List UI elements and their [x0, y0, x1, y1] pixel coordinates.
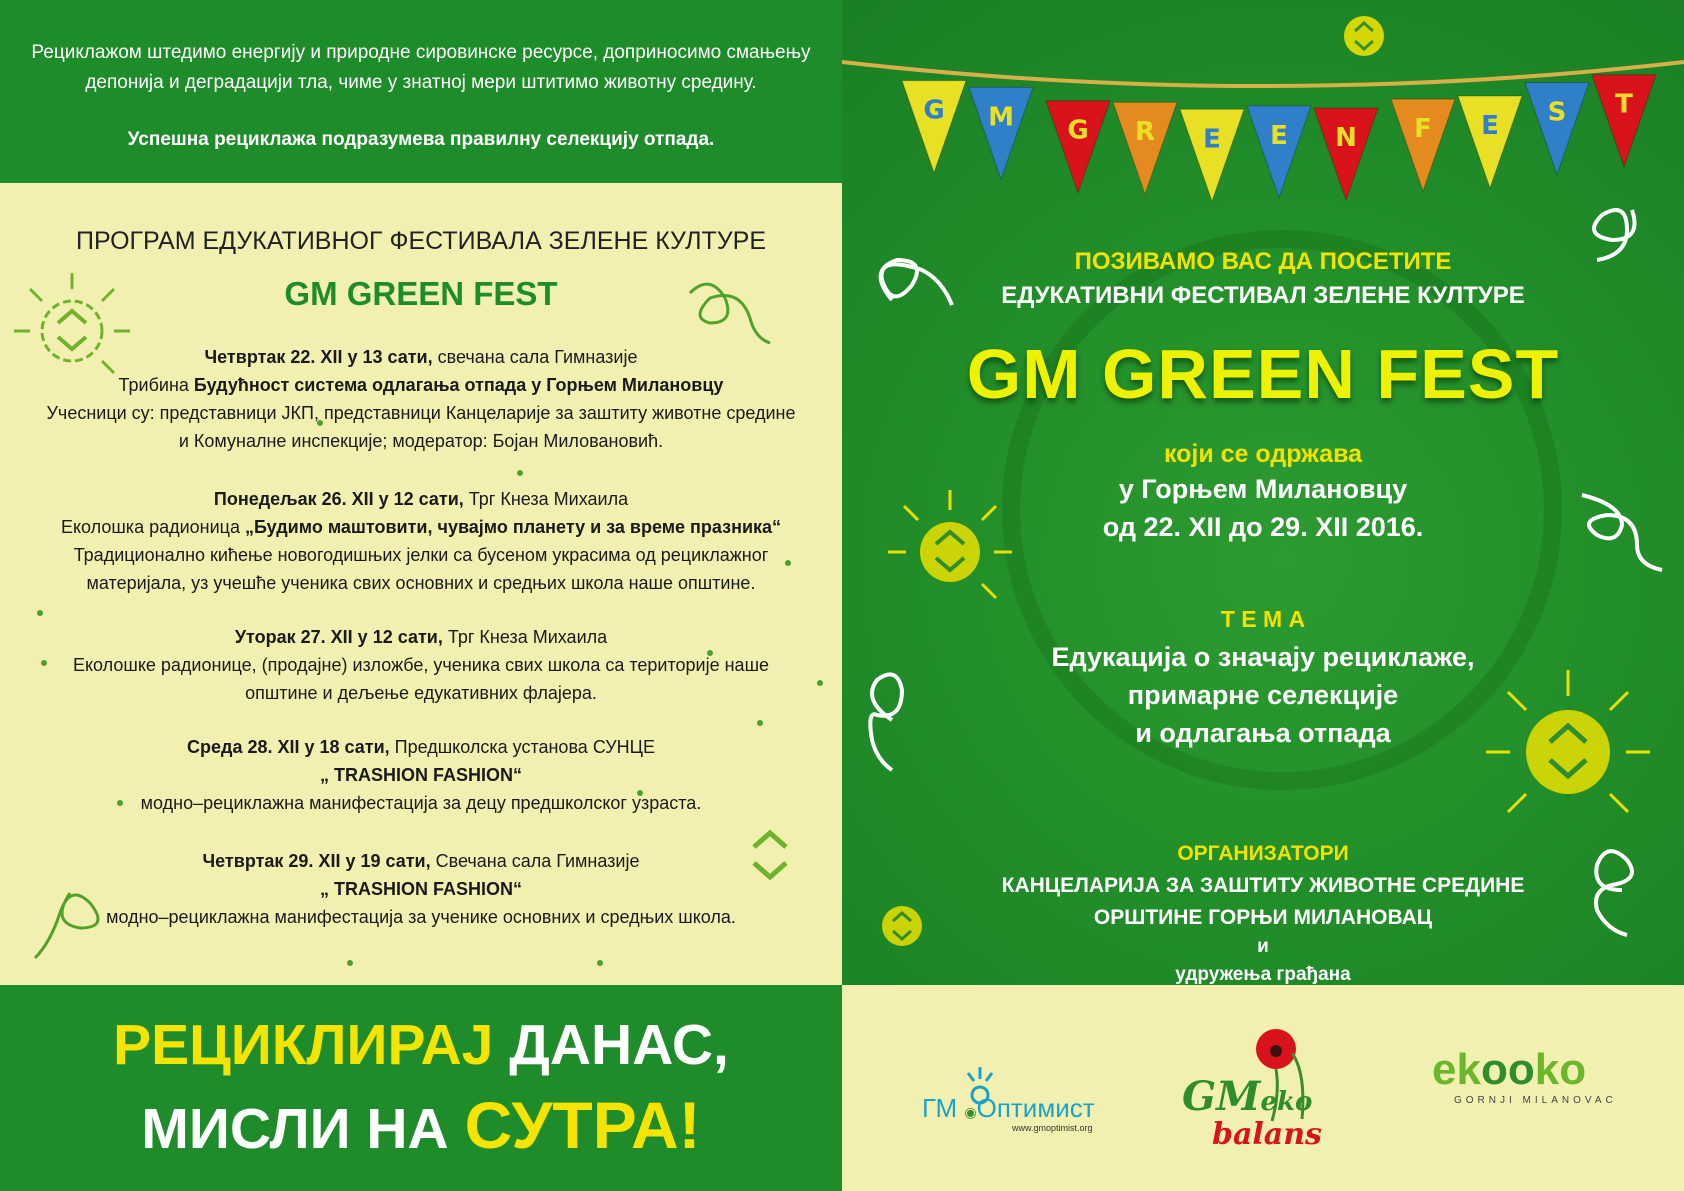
program-heading: ПРОГРАМ ЕДУКАТИВНОГ ФЕСТИВАЛА ЗЕЛЕНЕ КУЛТУРЕ: [75, 227, 767, 255]
slogan-word: СУТРА!: [464, 1088, 701, 1162]
invite-line-1: ПОЗИВАМО ВАС ДА ПОСЕТИТЕ: [1074, 248, 1452, 275]
event-text: модно–рециклажна манифестација за децу предшколског узраста.: [140, 793, 702, 813]
theme-line: Едукација о значају рециклаже,: [1051, 642, 1475, 672]
ekobalans-gm: GM: [1182, 1073, 1261, 1120]
event-item: [40, 485, 802, 597]
theme-line: и одлагања отпада: [1135, 718, 1391, 748]
bunting-letter: T: [1615, 89, 1633, 120]
optimist-url: www.gmoptimist.org: [1012, 1123, 1093, 1133]
ekooko-part: ek: [1432, 1045, 1481, 1094]
slogan-word: ДАНАС,: [493, 1013, 729, 1077]
organizer-line: удружења грађана: [1175, 964, 1351, 985]
bunting-letter: M: [988, 102, 1014, 133]
event-text: „ TRASHION FASHION“: [319, 765, 522, 785]
organizers-label: ОРГАНИЗАТОРИ: [1177, 842, 1349, 865]
ekobalans-eko: eko: [1260, 1087, 1313, 1117]
theme-label: Т Е М А: [1220, 606, 1306, 632]
invitation-panel: [842, 0, 1684, 985]
logo-ekooko: [1432, 1045, 1632, 1145]
invite-title: GM GREEN FEST: [966, 335, 1560, 413]
event-text: Трибина: [118, 375, 194, 395]
event-text: „ TRASHION FASHION“: [319, 879, 522, 899]
slogan-word: РЕЦИКЛИРАЈ: [113, 1013, 494, 1077]
event-item: [40, 343, 802, 455]
invite-held: који се одржава: [1163, 440, 1363, 468]
invite-place: у Горњем Милановцу: [1118, 474, 1408, 504]
intro-banner: [0, 0, 842, 183]
bunting-letter: E: [1203, 124, 1221, 155]
ekobalans-balans: balans: [1212, 1117, 1322, 1152]
ekooko-part: ko: [1534, 1045, 1587, 1094]
bunting-letter: E: [1270, 120, 1288, 151]
bunting-letter: G: [1067, 115, 1089, 146]
optimist-name: Оптимист: [976, 1093, 1095, 1123]
slogan-banner: [0, 985, 842, 1191]
event-text: Учесници су: представници ЈКП, представници Канцеларије за заштиту животне средине: [46, 403, 796, 423]
event-text: Традиционално кићење новогодишњих јелки са бусеном украсима од рециклажног: [73, 545, 769, 565]
bunting-letter: E: [1481, 111, 1499, 142]
event-text: модно–рециклажна манифестација за ученике основних и средњих школа.: [106, 907, 736, 927]
ekooko-subtitle: GORNJI MILANOVAC: [1454, 1095, 1617, 1106]
logo-gm-optimist: ГМ ◉Оптимист www.gmoptimist.org: [922, 1065, 1132, 1135]
event-text: општине и дељење едукативних флајера.: [245, 683, 597, 703]
event-date: Четвртак 29. XII у 19 сати,: [202, 851, 431, 871]
event-text: и Комуналне инспекције; модератор: Бојан Миловановић.: [178, 431, 664, 451]
bunting-letter: F: [1414, 114, 1432, 145]
program-panel: [0, 183, 842, 985]
organizer-line: и: [1257, 936, 1269, 957]
intro-line-1: Рециклажом штедимо енергију и природне сировинске ресурсе, доприносимо смањењу: [31, 42, 811, 63]
event-place: Трг Кнеза Михаила: [463, 489, 629, 509]
event-topic: Будућност система одлагања отпада у Горњем Милановцу: [193, 375, 724, 395]
event-topic: „Будимо маштовити, чувајмо планету и за време празника“: [244, 517, 782, 537]
event-item: [40, 733, 802, 817]
event-date: Четвртак 22. XII у 13 сати,: [204, 347, 433, 367]
event-date: Среда 28. XII у 18 сати,: [187, 737, 390, 757]
logos-strip: [842, 985, 1684, 1191]
bunting-letter: R: [1134, 117, 1156, 148]
logo-gm-ekobalans: [1182, 1023, 1352, 1163]
event-text: Еколошка радионица: [60, 517, 245, 537]
organizer-line: ОРШТИНЕ ГОРЊИ МИЛАНОВАЦ: [1093, 906, 1433, 929]
invite-dates: од 22. XII до 29. XII 2016.: [1102, 512, 1424, 542]
program-title: GM GREEN FEST: [284, 275, 558, 312]
event-place: Предшколска установа СУНЦЕ: [389, 737, 655, 757]
event-place: свечана сала Гимназије: [432, 347, 638, 367]
recycle-icon: [888, 490, 1012, 598]
invite-line-2: ЕДУКАТИВНИ ФЕСТИВАЛ ЗЕЛЕНЕ КУЛТУРЕ: [1001, 282, 1525, 309]
bunting-letter: G: [923, 95, 945, 126]
bunting-letter: S: [1547, 97, 1567, 128]
event-place: Трг Кнеза Михаила: [442, 627, 608, 647]
event-text: материјала, уз учешће ученика свих основних и средњих школа наше општине.: [86, 573, 756, 593]
intro-bold-line: Успешна рециклажа подразумева правилну селекцију отпада.: [127, 129, 715, 150]
event-text: Еколошке радионице, (продајне) изложбе, ученика свих школа са територије наше: [72, 655, 770, 675]
bunting-letter: N: [1335, 123, 1357, 154]
organizer-line: КАНЦЕЛАРИЈА ЗА ЗАШТИТУ ЖИВОТНЕ СРЕДИНЕ: [1001, 874, 1525, 897]
event-date: Понедељак 26. XII у 12 сати,: [213, 489, 464, 509]
event-item: [40, 847, 802, 931]
slogan-word: МИСЛИ НА: [141, 1097, 465, 1161]
theme-line: примарне селекције: [1127, 680, 1399, 710]
event-place: Свечана сала Гимназије: [430, 851, 640, 871]
ekooko-eyes: oo: [1480, 1045, 1535, 1094]
intro-line-2: депонија и деградацији тла, чиме у знатној мери штитимо животну средину.: [85, 72, 757, 93]
event-item: [40, 623, 802, 707]
optimist-prefix: ГМ: [922, 1093, 958, 1123]
event-date: Уторак 27. XII у 12 сати,: [234, 627, 443, 647]
